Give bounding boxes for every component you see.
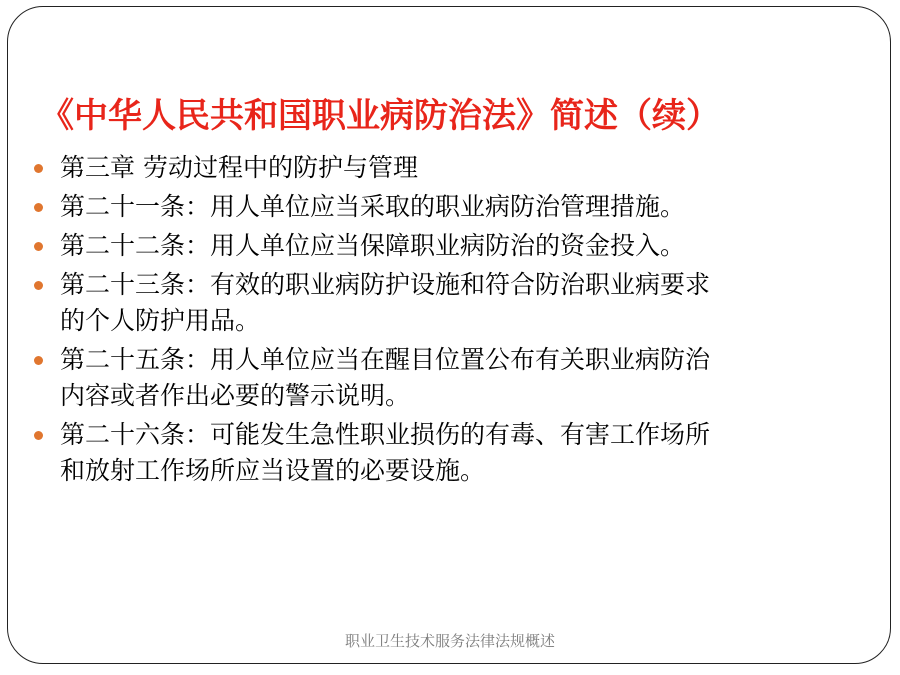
bullet-text: 第三章 劳动过程中的防护与管理 bbox=[60, 153, 418, 182]
slide-title: 《中华人民共和国职业病防治法》简述（续） bbox=[40, 96, 720, 136]
bullet-dot-icon bbox=[34, 203, 43, 212]
bullet-dot-icon bbox=[34, 164, 43, 173]
bullet-item bbox=[30, 417, 860, 489]
bullet-text-continued: 内容或者作出必要的警示说明。 bbox=[60, 381, 411, 410]
bullet-text: 第二十六条：可能发生急性职业损伤的有毒、有害工作场所 bbox=[60, 420, 711, 449]
bullet-item bbox=[30, 189, 860, 225]
bullet-text-continued: 的个人防护用品。 bbox=[60, 306, 261, 335]
bullet-text: 第二十一条：用人单位应当采取的职业病防治管理措施。 bbox=[60, 192, 686, 221]
bullet-item bbox=[30, 342, 860, 414]
bullet-item bbox=[30, 267, 860, 339]
bullet-text: 第二十五条：用人单位应当在醒目位置公布有关职业病防治 bbox=[60, 345, 711, 374]
bullet-text: 第二十二条：用人单位应当保障职业病防治的资金投入。 bbox=[60, 231, 686, 260]
bullet-text-continued: 和放射工作场所应当设置的必要设施。 bbox=[60, 456, 486, 485]
bullet-dot-icon bbox=[34, 242, 43, 251]
bullet-item bbox=[30, 228, 860, 264]
bullet-dot-icon bbox=[34, 281, 43, 290]
bullet-item bbox=[30, 150, 860, 186]
bullet-list bbox=[30, 150, 860, 492]
slide-footer: 职业卫生技术服务法律法规概述 bbox=[344, 632, 555, 650]
bullet-text: 第二十三条：有效的职业病防护设施和符合防治职业病要求 bbox=[60, 270, 711, 299]
bullet-dot-icon bbox=[34, 356, 43, 365]
bullet-dot-icon bbox=[34, 431, 43, 440]
